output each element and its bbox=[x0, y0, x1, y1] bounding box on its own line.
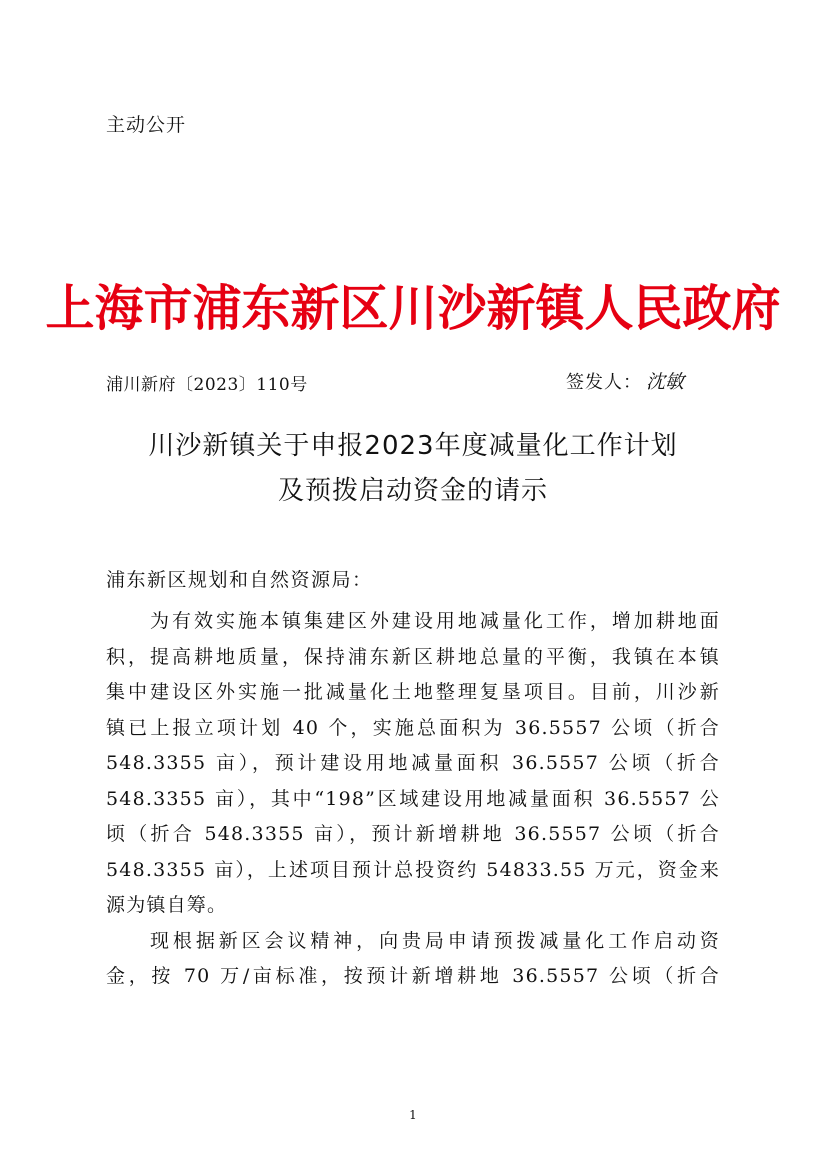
signer-name: 沈敏 bbox=[646, 371, 685, 393]
signer-block bbox=[566, 367, 684, 394]
addressee: 浦东新区规划和自然资源局： bbox=[106, 569, 373, 591]
disclosure-label: 主动公开 bbox=[106, 114, 187, 136]
document-title bbox=[0, 424, 826, 514]
issuing-authority-header: 上海市浦东新区川沙新镇人民政府 bbox=[45, 279, 781, 337]
signer-label: 签发人： bbox=[566, 372, 642, 393]
body-text bbox=[106, 604, 720, 995]
body-line: 548.3355 亩），其中“198”区域建设用地减量面积 36.5557 公 bbox=[106, 787, 720, 810]
paragraph-2 bbox=[106, 924, 720, 995]
body-line: 548.3355 亩），预计建设用地减量面积 36.5557 公顷（折合 bbox=[106, 752, 720, 774]
body-line: 积，提高耕地质量，保持浦东新区耕地总量的平衡，我镇在本镇 bbox=[106, 645, 720, 668]
body-line: 集中建设区外实施一批减量化土地整理复垦项目。目前，川沙新 bbox=[106, 681, 720, 703]
body-line: 现根据新区会议精神，向贵局申请预拨减量化工作启动资 bbox=[150, 929, 720, 952]
paragraph-1 bbox=[106, 604, 720, 924]
body-line: 顷（折合 548.3355 亩），预计新增耕地 36.5557 公顷（折合 bbox=[106, 823, 720, 845]
body-line: 源为镇自筹。 bbox=[106, 894, 228, 916]
title-line-1: 川沙新镇关于申报2023年度减量化工作计划 bbox=[148, 431, 678, 461]
body-line: 镇已上报立项计划 40 个，实施总面积为 36.5557 公顷（折合 bbox=[106, 716, 720, 739]
body-line: 548.3355 亩），上述项目预计总投资约 54833.55 万元，资金来 bbox=[106, 858, 720, 881]
body-line: 金，按 70 万/亩标准，按预计新增耕地 36.5557 公顷（折合 bbox=[106, 965, 720, 987]
document-number: 浦川新府〔2023〕110号 bbox=[106, 375, 308, 395]
title-line-2: 及预拨启动资金的请示 bbox=[277, 476, 548, 506]
body-line: 为有效实施本镇集建区外建设用地减量化工作，增加耕地面 bbox=[150, 610, 720, 632]
page-number: 1 bbox=[409, 1108, 417, 1122]
